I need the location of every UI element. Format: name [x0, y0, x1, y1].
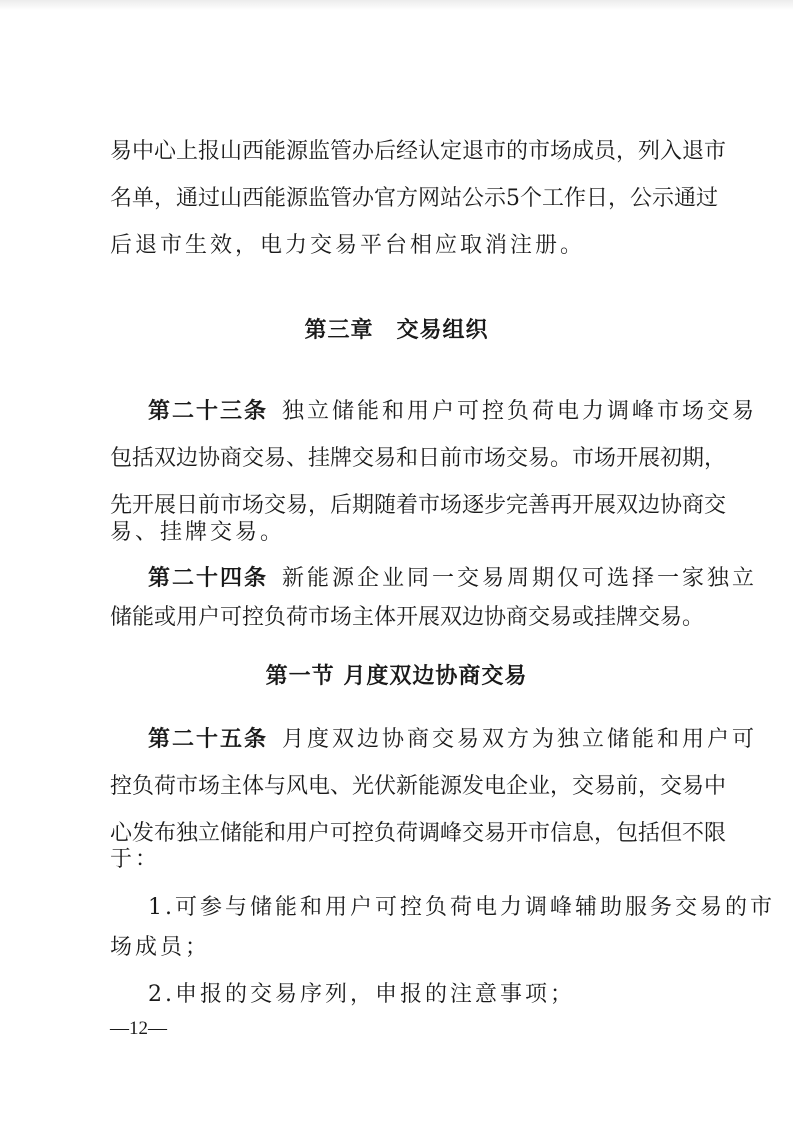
article-number: 第二十五条: [148, 727, 269, 752]
paragraph-line: 于：: [110, 847, 161, 872]
paragraph-line: 控负荷市场主体与风电、光伏新能源发电企业，交易前，交易中: [110, 774, 727, 799]
paragraph-line: 易、挂牌交易。: [110, 520, 286, 545]
paragraph-line: 易中心上报山西能源监管办后经认定退市的市场成员，列入退市: [110, 139, 727, 164]
article-number: 第二十三条: [148, 399, 269, 424]
article-first-line: [148, 397, 758, 427]
section-title: 第一节 月度双边协商交易: [265, 664, 528, 689]
paragraph-line: 先开展日前市场交易，后期随着市场逐步完善再开展双边协商交: [110, 493, 727, 518]
article-text: 独立储能和用户可控负荷电力调峰市场交易: [282, 399, 758, 424]
paragraph-line: 包括双边协商交易、挂牌交易和日前市场交易。市场开展初期，: [110, 446, 727, 471]
paragraph-line: 后退市生效，电力交易平台相应取消注册。: [110, 233, 586, 258]
list-item-line: 2.申报的交易序列，申报的注意事项；: [148, 982, 575, 1007]
list-item-line: 1.可参与储能和用户可控负荷电力调峰辅助服务交易的市: [148, 895, 775, 920]
scan-top-shadow: [0, 0, 793, 10]
paragraph-line: 名单，通过山西能源监管办官方网站公示5个工作日，公示通过: [110, 186, 718, 211]
article-first-line: [148, 725, 758, 755]
paragraph-line: 储能或用户可控负荷市场主体开展双边协商交易或挂牌交易。: [110, 605, 705, 630]
article-number: 第二十四条: [148, 566, 269, 591]
list-item-line: 场成员；: [110, 935, 211, 960]
article-text: 新能源企业同一交易周期仅可选择一家独立: [282, 566, 758, 591]
article-text: 月度双边协商交易双方为独立储能和用户可: [282, 727, 758, 752]
article-first-line: [148, 564, 758, 594]
page-number: —12—: [110, 1018, 167, 1039]
paragraph-line: 心发布独立储能和用户可控负荷调峰交易开市信息，包括但不限: [110, 821, 727, 846]
chapter-title: 第三章 交易组织: [304, 318, 489, 343]
